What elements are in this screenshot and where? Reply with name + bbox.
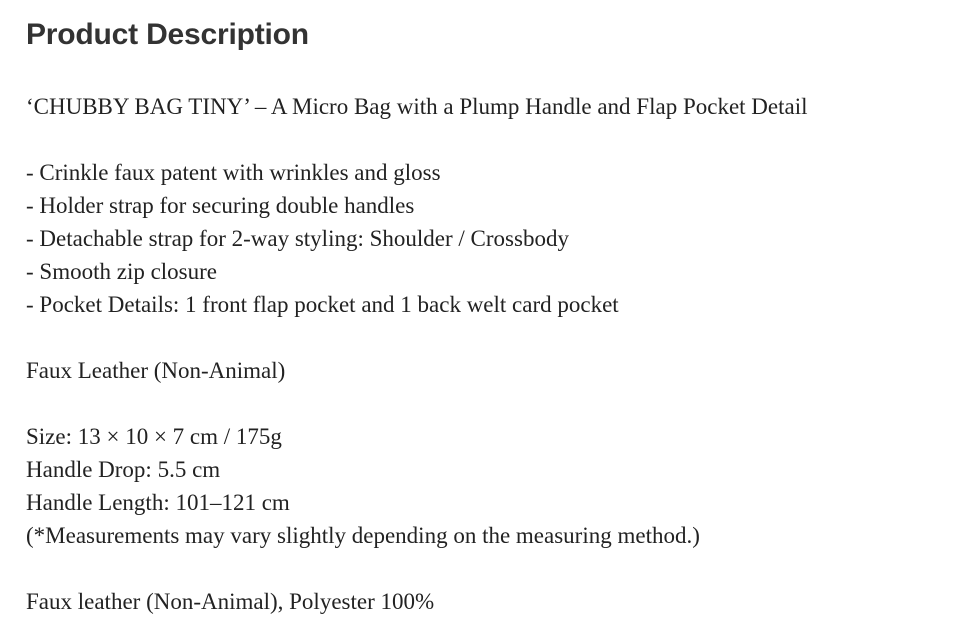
measurement-handle-drop: Handle Drop: 5.5 cm: [26, 457, 221, 482]
feature-item: - Smooth zip closure: [26, 259, 217, 284]
material-note: Faux Leather (Non-Animal): [26, 358, 286, 383]
measurement-handle-length: Handle Length: 101–121 cm: [26, 490, 290, 515]
feature-item: - Holder strap for securing double handles: [26, 193, 415, 218]
spacer: [26, 387, 952, 420]
composition: Faux leather (Non-Animal), Polyester 100%: [26, 589, 435, 614]
spacer: [26, 321, 952, 354]
feature-item: - Crinkle faux patent with wrinkles and gloss: [26, 160, 441, 185]
feature-item: - Pocket Details: 1 front flap pocket and 1 back welt card pocket: [26, 292, 619, 317]
spacer: [26, 123, 952, 156]
product-description-body: [26, 90, 952, 618]
section-heading: Product Description: [26, 18, 309, 51]
measurement-size: Size: 13 × 10 × 7 cm / 175g: [26, 424, 282, 449]
spacer: [26, 552, 952, 585]
product-intro: ‘CHUBBY BAG TINY’ – A Micro Bag with a Plump Handle and Flap Pocket Detail: [26, 94, 808, 119]
feature-item: - Detachable strap for 2-way styling: Shoulder / Crossbody: [26, 226, 569, 251]
measurement-disclaimer: (*Measurements may vary slightly depending on the measuring method.): [26, 523, 700, 548]
